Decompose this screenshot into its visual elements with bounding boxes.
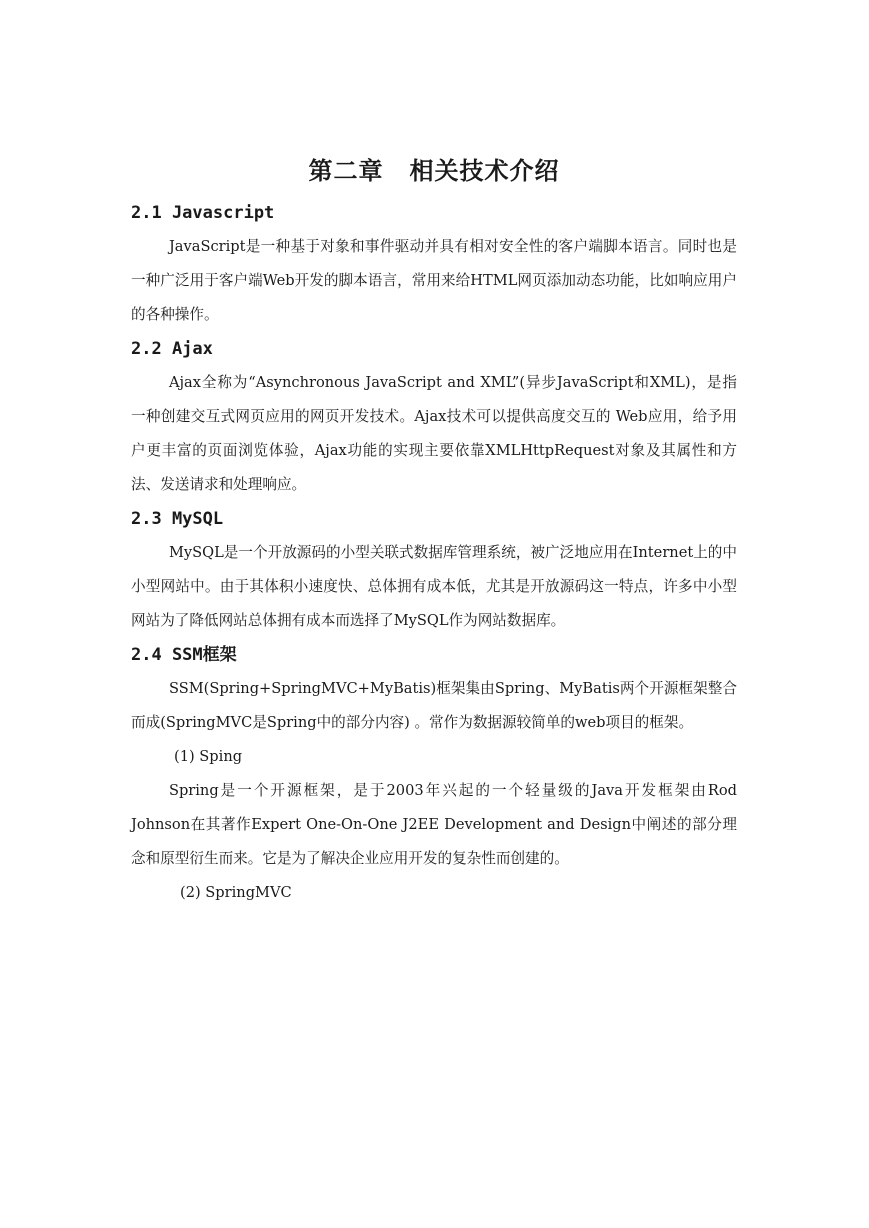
subsection-label-springmvc: (2) SpringMVC [180,884,292,901]
subsection-label-spring: (1) Sping [174,748,243,765]
section-heading-ajax: 2.2 Ajax [131,339,213,359]
paragraph-javascript: JavaScript是一种基于对象和事件驱动并具有相对安全性的客户端脚本语言。同时也是一种广泛用于客户端Web开发的脚本语言，常用来给HTML网页添加动态功能，比如响应用户的各种操作。 [131,238,737,323]
paragraph-ajax: Ajax全称为“Asynchronous JavaScript and XML”(异步JavaScript和XML)，是指一种创建交互式网页应用的网页开发技术。Ajax技术可以提供高度交互的 Web应用，给予用户更丰富的页面浏览体验，Ajax功能的实现主要依靠XMLHttpRequest对象及其属性和方法、发送请求和处理响应。 [131,374,737,493]
chapter-title-text: 相关技术介绍 [409,157,560,185]
paragraph-ssm: SSM(Spring+SpringMVC+MyBatis)框架集由Spring、MyBatis两个开源框架整合而成(SpringMVC是Spring中的部分内容) 。常作为数据源较简单的web项目的框架。 [131,680,737,731]
section-heading-javascript: 2.1 Javascript [131,203,275,223]
section-heading-mysql: 2.3 MySQL [131,509,224,529]
section-heading-ssm: 2.4 SSM框架 [131,645,237,665]
document-page [131,150,737,910]
chapter-title [131,150,737,192]
chapter-label: 第二章 [308,157,384,185]
paragraph-mysql: MySQL是一个开放源码的小型关联式数据库管理系统，被广泛地应用在Internet上的中小型网站中。由于其体积小速度快、总体拥有成本低，尤其是开放源码这一特点，许多中小型网站为了降低网站总体拥有成本而选择了MySQL作为网站数据库。 [131,544,737,629]
paragraph-spring: Spring是一个开源框架，是于2003年兴起的一个轻量级的Java开发框架由Rod Johnson在其著作Expert One-On-One J2EE Development and Design中阐述的部分理念和原型衍生而来。它是为了解决企业应用开发的复杂性而创建的。 [131,782,737,867]
